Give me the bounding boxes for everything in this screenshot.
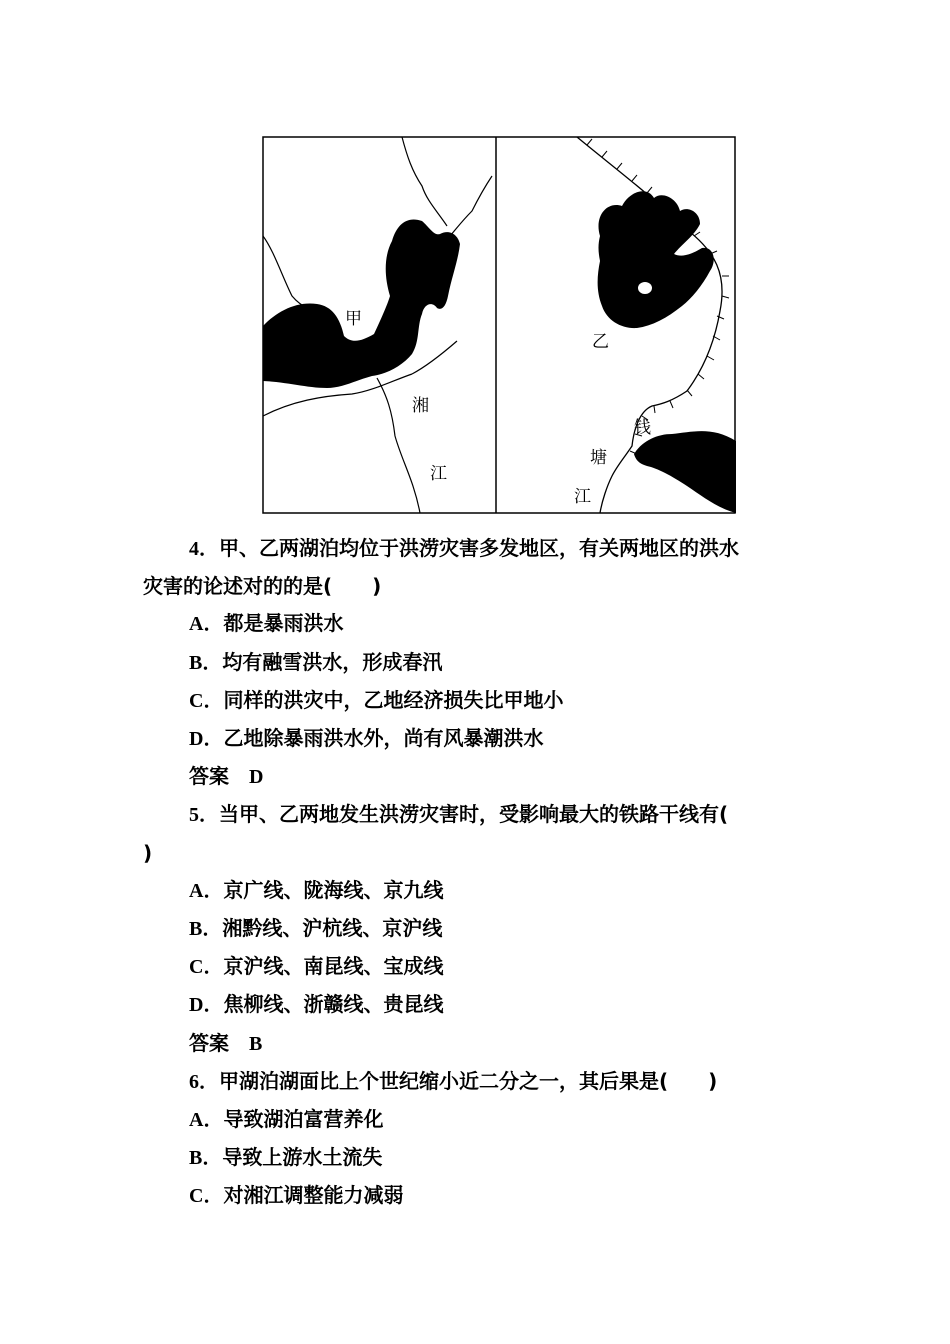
option-c: C．同样的洪灾中，乙地经济损失比甲地小: [189, 687, 564, 712]
map-figure: [262, 136, 736, 514]
question-5-stem: [143, 796, 823, 834]
question-text: 甲湖泊湖面比上个世纪缩小近二分之一，其后果是( ): [219, 1068, 718, 1093]
option-a: A．都是暴雨洪水: [189, 611, 344, 636]
question-text: 甲、乙两湖泊均位于洪涝灾害多发地区，有关两地区的洪水: [219, 536, 739, 560]
label-tang: 塘: [590, 448, 607, 468]
option-c: C．对湘江调整能力减弱: [189, 1183, 404, 1208]
label-jiang-right: 江: [574, 487, 591, 507]
label-jia: 甲: [345, 309, 362, 329]
question-text: 当甲、乙两地发生洪涝灾害时，受影响最大的铁路干线有(: [219, 802, 729, 827]
answer-5: [143, 1025, 823, 1063]
option-d: D．乙地除暴雨洪水外，尚有风暴潮洪水: [189, 726, 544, 751]
answer-4: [143, 758, 823, 796]
question-5-stem-cont: ): [143, 840, 153, 865]
question-number: 4．: [189, 538, 219, 560]
answer-label: 答案: [189, 764, 229, 789]
question-6-stem: [143, 1063, 823, 1101]
answer-value: B: [249, 1032, 263, 1055]
option-a: A．导致湖泊富营养化: [189, 1107, 384, 1132]
option-b: B．导致上游水土流失: [189, 1145, 383, 1170]
lake-maps: [262, 136, 736, 514]
question-number: 6．: [189, 1070, 219, 1093]
option-b: B．均有融雪洪水，形成春汛: [189, 649, 443, 674]
label-xiang: 湘: [412, 396, 429, 416]
option-a: A．京广线、陇海线、京九线: [189, 877, 444, 902]
lake-yi-island: [638, 282, 652, 294]
label-jiang-left: 江: [430, 464, 447, 484]
option-d: D．焦柳线、浙赣线、贵昆线: [189, 992, 444, 1017]
answer-value: D: [249, 766, 264, 789]
answer-label: 答案: [189, 1030, 229, 1055]
question-4-stem: [143, 530, 823, 568]
option-b: B．湘黔线、沪杭线、京沪线: [189, 916, 443, 941]
option-c: C．京沪线、南昆线、宝成线: [189, 954, 444, 979]
question-4-stem-cont: 灾害的论述对的的是( ): [143, 574, 382, 599]
label-qian: 钱: [634, 418, 651, 438]
label-yi: 乙: [592, 332, 609, 352]
question-number: 5．: [189, 804, 219, 827]
question-content: [143, 530, 823, 1216]
